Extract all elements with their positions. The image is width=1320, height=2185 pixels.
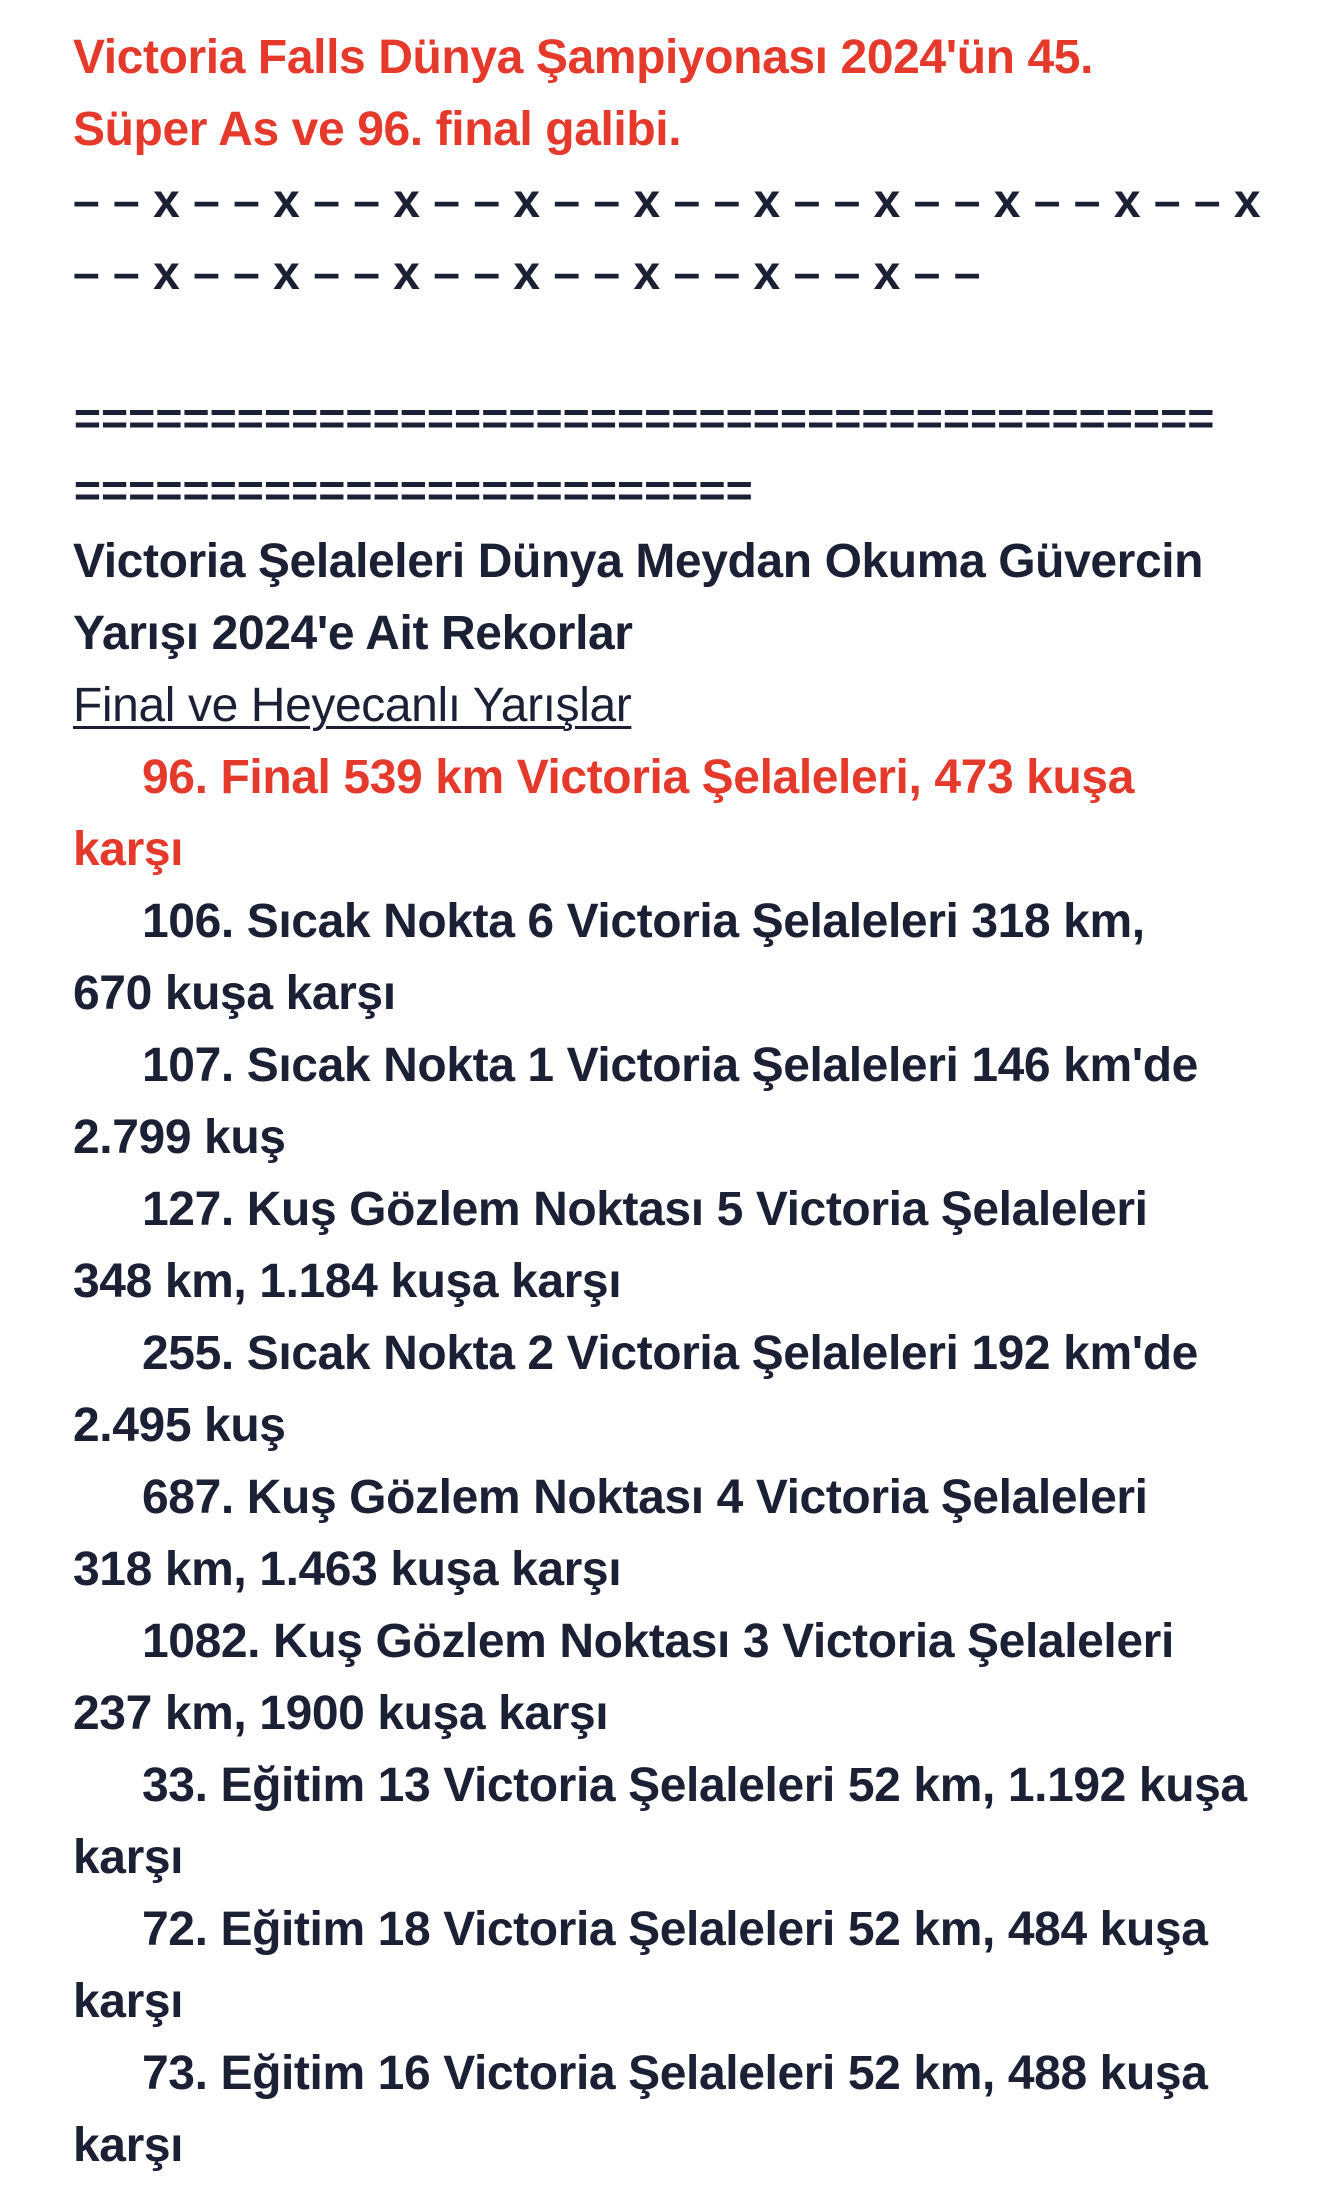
result-line-first: 96. Final 539 km Victoria Şelaleleri, 473 kuşa	[142, 751, 1134, 804]
records-heading-line: Victoria Şelaleleri Dünya Meydan Okuma Güvercin	[73, 535, 1204, 588]
article-body	[73, 22, 1273, 2182]
result-line-rest: 348 km, 1.184 kuşa karşı	[73, 1255, 622, 1308]
result-item-final	[73, 742, 1273, 886]
equals-separator-line: =========================	[73, 464, 752, 516]
result-line-first: 1082. Kuş Gözlem Noktası 3 Victoria Şelaleleri	[142, 1615, 1174, 1668]
result-line-first: 106. Sıcak Nokta 6 Victoria Şelaleleri 318 km,	[142, 895, 1145, 948]
result-line-rest: karşı	[73, 2119, 184, 2172]
result-item	[73, 2038, 1273, 2182]
announcement-line: Süper As ve 96. final galibi.	[73, 103, 682, 156]
equals-separator	[73, 382, 1273, 526]
result-item	[73, 1318, 1273, 1462]
result-line-rest: 237 km, 1900 kuşa karşı	[73, 1687, 609, 1740]
result-line-first: 33. Eğitim 13 Victoria Şelaleleri 52 km, 1.192 kuşa	[142, 1759, 1247, 1812]
result-item	[73, 1030, 1273, 1174]
announcement-line: Victoria Falls Dünya Şampiyonası 2024'ün 45.	[73, 31, 1094, 84]
records-heading	[73, 526, 1273, 670]
result-line-rest: karşı	[73, 823, 184, 876]
result-line-first: 107. Sıcak Nokta 1 Victoria Şelaleleri 146 km'de	[142, 1039, 1198, 1092]
result-item	[73, 1174, 1273, 1318]
result-line-first: 72. Eğitim 18 Victoria Şelaleleri 52 km, 484 kuşa	[142, 1903, 1208, 1956]
result-item	[73, 1462, 1273, 1606]
result-line-rest: 318 km, 1.463 kuşa karşı	[73, 1543, 622, 1596]
result-item	[73, 1750, 1273, 1894]
result-line-rest: 2.799 kuş	[73, 1111, 286, 1164]
x-separator-line: – – x – – x – – x – – x – – x – – x – – x – –	[73, 247, 981, 300]
x-separator-line: – – x – – x – – x – – x – – x – – x – – x – – x – – x – – x	[73, 175, 1261, 228]
results-list	[73, 742, 1273, 2182]
announcement	[73, 22, 1273, 166]
records-heading-line: Yarışı 2024'e Ait Rekorlar	[73, 607, 633, 660]
equals-separator-line: ==========================================	[73, 392, 1214, 444]
blank-line	[73, 310, 1273, 382]
final-races-link[interactable]: Final ve Heyecanlı Yarışlar	[73, 679, 632, 732]
x-separator	[73, 166, 1273, 310]
result-line-rest: karşı	[73, 1831, 184, 1884]
result-item	[73, 1606, 1273, 1750]
result-line-rest: karşı	[73, 1975, 184, 2028]
result-item	[73, 1894, 1273, 2038]
result-line-first: 127. Kuş Gözlem Noktası 5 Victoria Şelaleleri	[142, 1183, 1148, 1236]
section-link-row	[73, 670, 1273, 742]
result-line-first: 687. Kuş Gözlem Noktası 4 Victoria Şelaleleri	[142, 1471, 1148, 1524]
result-item	[73, 886, 1273, 1030]
result-line-rest: 2.495 kuş	[73, 1399, 286, 1452]
result-line-rest: 670 kuşa karşı	[73, 967, 396, 1020]
result-line-first: 255. Sıcak Nokta 2 Victoria Şelaleleri 192 km'de	[142, 1327, 1198, 1380]
result-line-first: 73. Eğitim 16 Victoria Şelaleleri 52 km, 488 kuşa	[142, 2047, 1208, 2100]
